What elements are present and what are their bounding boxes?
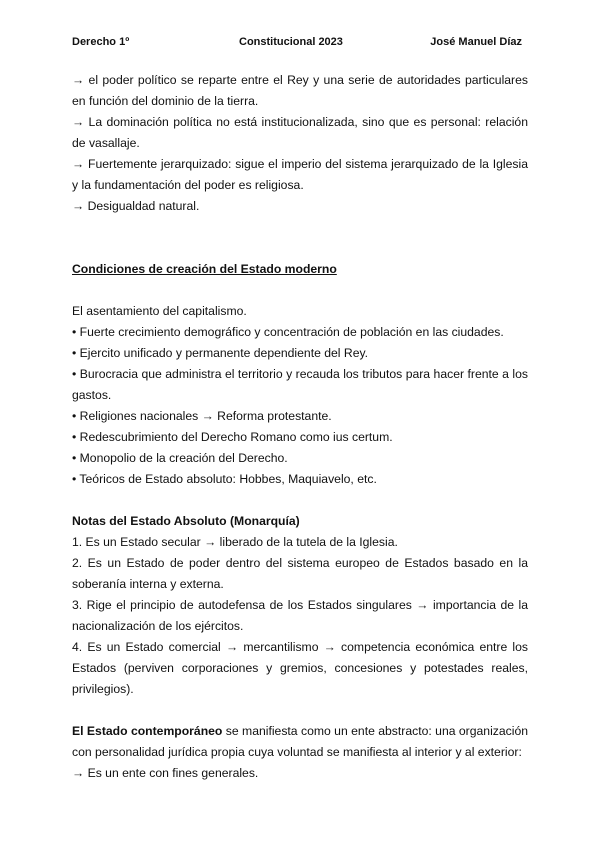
page-header — [72, 36, 528, 52]
conditions-item: • Fuerte crecimiento demográfico y concentración de población en las ciudades. — [72, 325, 504, 339]
spacer — [72, 490, 528, 511]
header-subject: Constitucional 2023 — [239, 36, 343, 48]
contemporary-item: → Es un ente con fines generales. — [72, 766, 259, 780]
intro-item: → el poder político se reparte entre el Rey y una serie de autoridades particulares en función del dominio de la tierra. — [72, 73, 528, 108]
intro-item: → La dominación política no está institucionalizada, sino que es personal: relación de vasallaje. — [72, 115, 528, 150]
contemporary-title: El Estado contemporáneo — [72, 724, 223, 738]
conditions-heading: Condiciones de creación del Estado moderno — [72, 262, 337, 276]
contemporary-text: se manifiesta como un ente abstracto: una organización con personalidad jurídica propia cuya voluntad se manifiesta al interior y al exterior: — [72, 724, 529, 759]
header-author: José Manuel Díaz — [430, 36, 522, 48]
spacer — [72, 280, 528, 301]
absolute-state-item: 2. Es un Estado de poder dentro del sistema europeo de Estados basado en la soberanía interna y externa. — [72, 556, 528, 591]
document-body — [72, 70, 528, 784]
intro-item: → Fuertemente jerarquizado: sigue el imperio del sistema jerarquizado de la Iglesia y la fundamentación del poder es religiosa. — [72, 157, 528, 192]
conditions-item: • Religiones nacionales → Reforma protestante. — [72, 409, 332, 423]
header-course: Derecho 1º — [72, 36, 130, 48]
conditions-item: • Redescubrimiento del Derecho Romano como ius certum. — [72, 430, 393, 444]
absolute-state-item: 3. Rige el principio de autodefensa de los Estados singulares → importancia de la nacionalización de los ejércitos. — [72, 598, 528, 633]
absolute-state-heading: Notas del Estado Absoluto (Monarquía) — [72, 514, 300, 528]
spacer — [72, 217, 528, 259]
conditions-item: • Burocracia que administra el territorio y recauda los tributos para hacer frente a los gastos. — [72, 367, 528, 402]
intro-item: → Desigualdad natural. — [72, 199, 200, 213]
conditions-intro: El asentamiento del capitalismo. — [72, 304, 247, 318]
absolute-state-item: 1. Es un Estado secular → liberado de la tutela de la Iglesia. — [72, 535, 398, 549]
absolute-state-item: 4. Es un Estado comercial → mercantilismo → competencia económica entre los Estados (perviven corporaciones y gremios, concesiones y potestades reales, privilegios). — [72, 640, 528, 696]
spacer — [72, 700, 528, 721]
conditions-item: • Teóricos de Estado absoluto: Hobbes, Maquiavelo, etc. — [72, 472, 377, 486]
contemporary-paragraph — [72, 721, 528, 763]
conditions-item: • Ejercito unificado y permanente dependiente del Rey. — [72, 346, 369, 360]
conditions-item: • Monopolio de la creación del Derecho. — [72, 451, 288, 465]
